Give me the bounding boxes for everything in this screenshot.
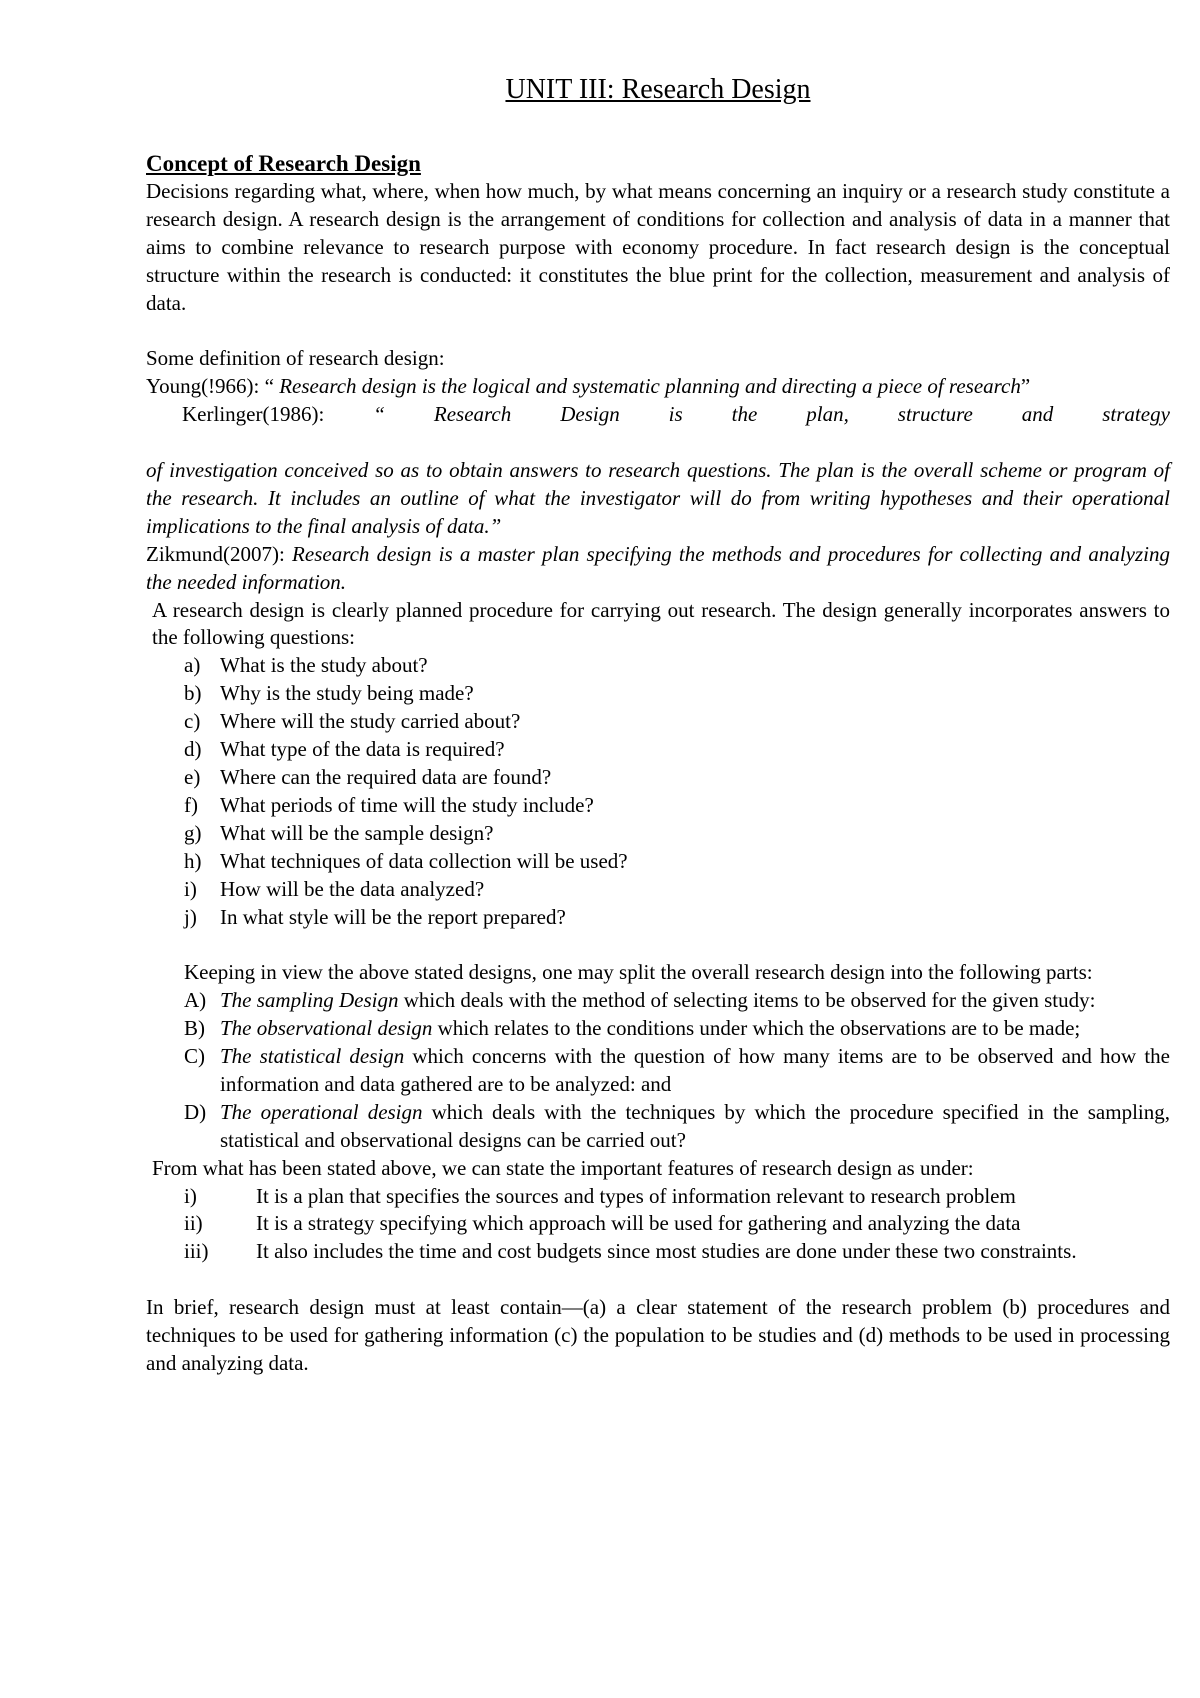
part-name: The operational design [220, 1099, 423, 1124]
list-label: A) [184, 988, 207, 1013]
definition-kerlinger-line [146, 401, 1170, 429]
list-label: i) [184, 1183, 197, 1208]
definition-young [146, 373, 1170, 401]
list-item [184, 1099, 1170, 1155]
list-text: It also includes the time and cost budgets since most studies are done under these two constraints. [256, 1239, 1077, 1264]
list-item [184, 987, 1170, 1015]
list-label: iii) [184, 1239, 209, 1264]
list-label: j) [184, 904, 197, 929]
kerlinger-word: plan, [806, 402, 849, 427]
list-item [146, 652, 1170, 680]
young-suffix: ” [1020, 374, 1031, 399]
list-text: What type of the data is required? [220, 737, 505, 762]
list-text [220, 1015, 1170, 1043]
spacer [146, 1266, 1170, 1294]
kerlinger-word: “ [373, 402, 385, 427]
questions-list [146, 652, 1170, 931]
list-item [146, 680, 1170, 708]
list-item [146, 1238, 1170, 1266]
list-item [146, 1210, 1170, 1238]
list-text: What periods of time will the study include? [220, 792, 594, 817]
list-label: b) [184, 681, 202, 706]
list-label: c) [184, 709, 201, 734]
part-name: The sampling Design [220, 988, 399, 1013]
list-text: It is a strategy specifying which approach will be used for gathering and analyzing the data [256, 1211, 1021, 1236]
spacer [146, 318, 1170, 346]
list-text: Where can the required data are found? [220, 765, 552, 789]
spacer [146, 931, 1170, 959]
list-item [146, 876, 1170, 904]
list-item [146, 708, 1170, 736]
list-label: g) [184, 820, 202, 845]
young-quote: Research design is the logical and systematic planning and directing a piece of research [279, 374, 1021, 399]
part-description: which concerns with the question of how many items are to be observed and how the information and data gathered are to be analyzed: and [220, 1044, 1170, 1096]
list-label: D) [184, 1099, 207, 1124]
list-text [220, 1043, 1170, 1099]
planned-paragraph: A research design is clearly planned procedure for carrying out research. The design generally incorporates answers to the following questions: [152, 597, 1170, 650]
parts-block [146, 959, 1170, 1154]
section-heading: Concept of Research Design [146, 151, 421, 176]
parts-intro: Keeping in view the above stated designs, one may split the overall research design into the following parts: [184, 960, 1093, 985]
kerlinger-word: Kerlinger(1986): [182, 402, 325, 427]
list-item [146, 820, 1170, 848]
kerlinger-word: Research [433, 402, 512, 427]
list-label: B) [184, 1016, 205, 1041]
list-text: Where will the study carried about? [220, 709, 521, 734]
list-item [146, 736, 1170, 764]
definition-kerlinger-continuation [146, 457, 1170, 541]
list-item [146, 1183, 1170, 1211]
list-label: h) [184, 848, 202, 873]
list-label: i) [184, 876, 197, 901]
document-body [146, 70, 1170, 1378]
list-label: f) [184, 792, 198, 817]
list-text: Why is the study being made? [220, 681, 474, 706]
part-name: The statistical design [220, 1044, 405, 1069]
kerlinger-continuation: of investigation conceived so as to obtain answers to research questions. The plan is the overall scheme or program of the research. It includes an outline of what the investigator will do from writing hypotheses and their operational implications to the final analysis of data.” [146, 458, 1170, 538]
kerlinger-word: is [668, 402, 683, 427]
list-item [146, 764, 1170, 792]
list-label: C) [184, 1044, 205, 1069]
list-text: It is a plan that specifies the sources and types of information relevant to research problem [256, 1183, 1016, 1208]
list-item [146, 904, 1170, 932]
spacer [146, 429, 1170, 457]
part-name: The observational design [220, 1016, 433, 1041]
page-title: UNIT III: Research Design [505, 74, 811, 105]
parts-list [184, 987, 1170, 1154]
kerlinger-word: Design [560, 402, 620, 427]
features-intro: From what has been stated above, we can state the important features of research design as under: [152, 1155, 974, 1180]
list-item [146, 848, 1170, 876]
zikmund-quote: Research design is a master plan specifying the methods and procedures for collecting and analyzing the needed information. [146, 541, 1170, 594]
kerlinger-word: and [1021, 402, 1054, 427]
list-text [220, 1099, 1170, 1155]
definitions-intro: Some definition of research design: [146, 346, 445, 371]
list-label: e) [184, 765, 201, 789]
list-text: In what style will be the report prepared? [220, 904, 566, 929]
list-text [220, 987, 1170, 1015]
list-text: What will be the sample design? [220, 820, 494, 845]
intro-paragraph: Decisions regarding what, where, when how much, by what means concerning an inquiry or a research study constitute a research design. A research design is the arrangement of conditions for collection and analysis of data in a manner that aims to combine relevance to research purpose with economy procedure. In fact research design is the conceptual structure within the research is conducted: it constitutes the blue print for the collection, measurement and analysis of data. [146, 179, 1170, 315]
zikmund-prefix: Zikmund(2007): [146, 541, 293, 566]
list-label: d) [184, 737, 202, 762]
kerlinger-word: strategy [1102, 402, 1170, 427]
kerlinger-word: the [731, 402, 758, 427]
kerlinger-word: structure [897, 402, 973, 427]
part-description: which deals with the method of selecting items to be observed for the given study: [398, 988, 1096, 1013]
features-list [146, 1183, 1170, 1267]
part-description: which relates to the conditions under which the observations are to be made; [432, 1016, 1081, 1041]
list-item [146, 792, 1170, 820]
list-item [184, 1015, 1170, 1043]
list-label: ii) [184, 1211, 203, 1236]
list-text: What techniques of data collection will be used? [220, 848, 628, 873]
list-label: a) [184, 653, 201, 678]
list-text: How will be the data analyzed? [220, 876, 485, 901]
brief-paragraph: In brief, research design must at least contain—(a) a clear statement of the research problem (b) procedures and techniques to be used for gathering information (c) the population to be studies and (d) methods to be used in processing and analyzing data. [146, 1295, 1170, 1375]
definition-zikmund [146, 541, 1170, 597]
part-description: which deals with the techniques by which the procedure specified in the sampling, statistical and observational designs can be carried out? [220, 1099, 1170, 1152]
list-text: What is the study about? [220, 653, 428, 678]
young-prefix: Young(!966): “ [146, 374, 280, 399]
list-item [184, 1043, 1170, 1099]
